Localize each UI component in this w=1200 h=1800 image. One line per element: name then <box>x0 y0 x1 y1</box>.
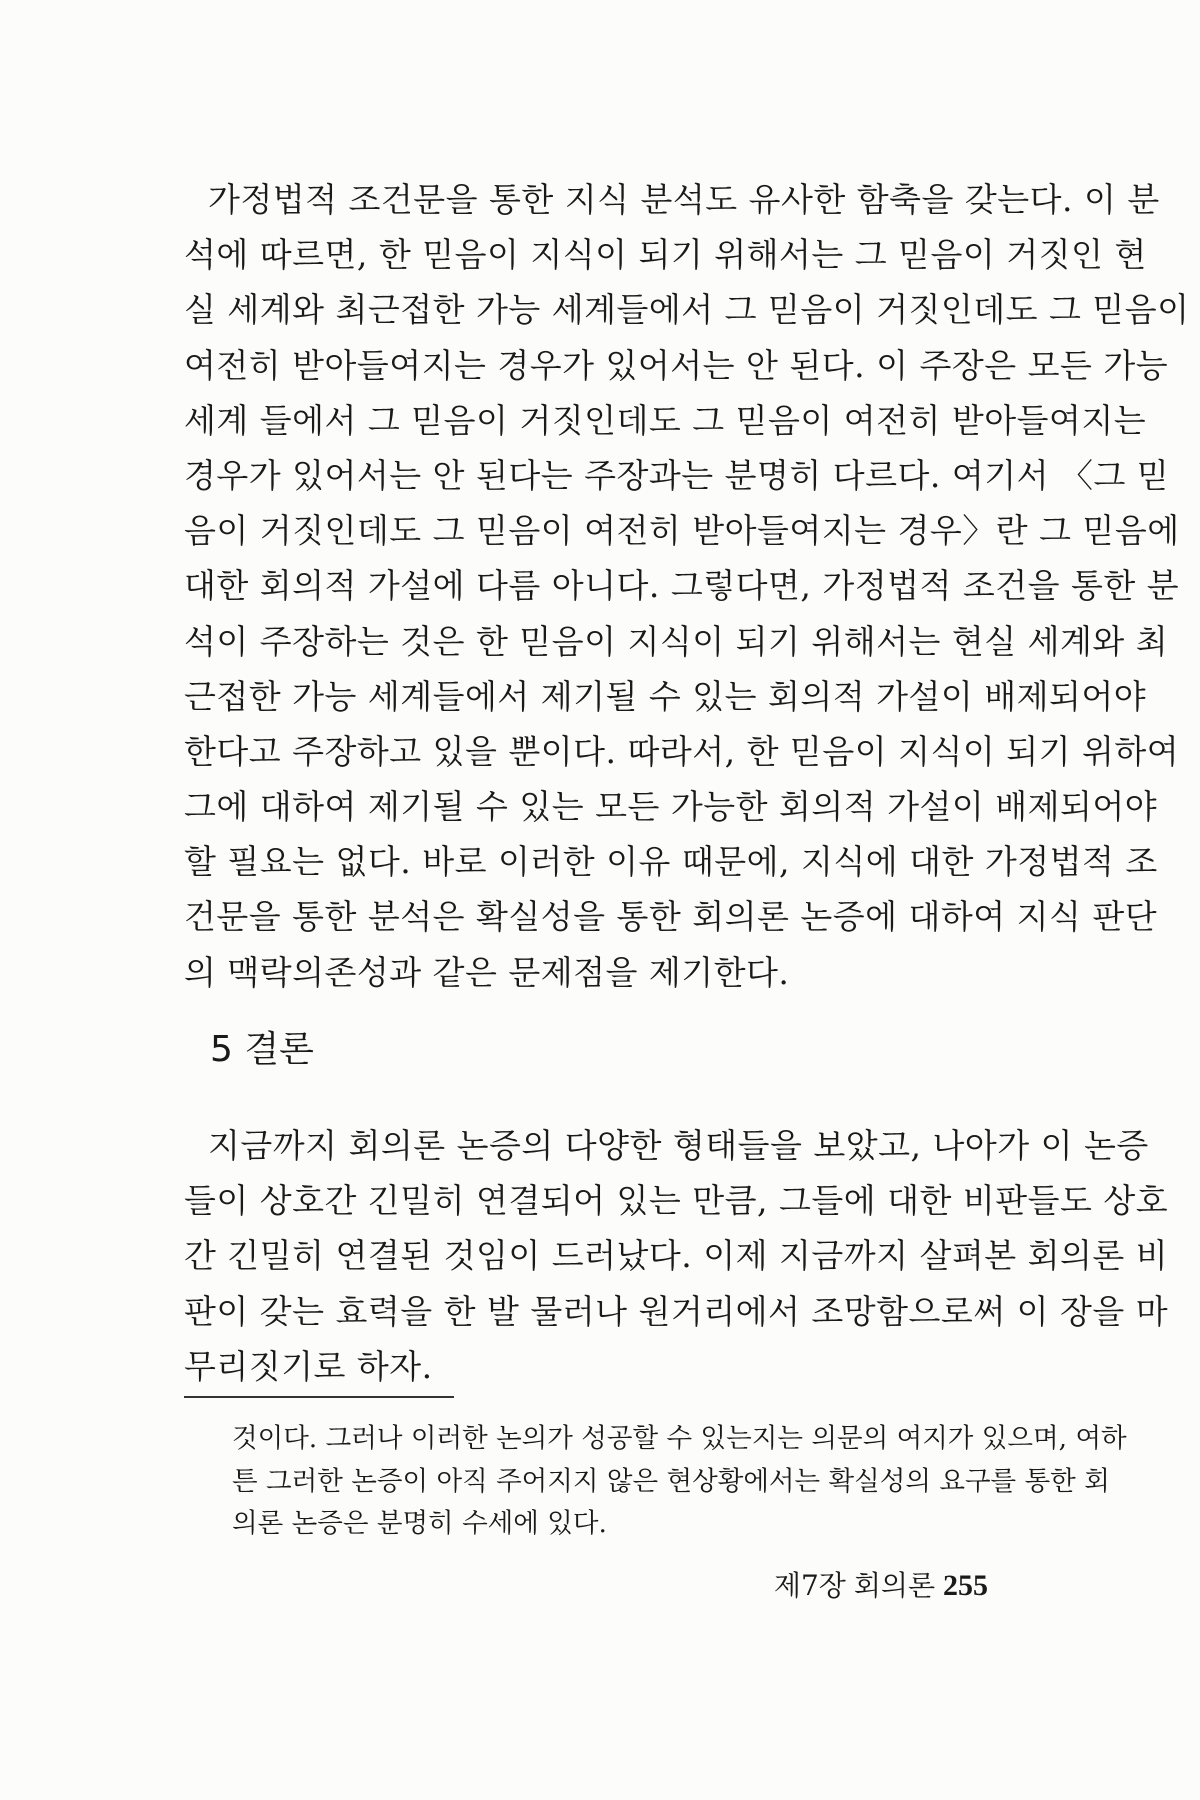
footnote-line: 튼 그러한 논증이 아직 주어지지 않은 현상황에서는 확실성의 요구를 통한 회 <box>232 1465 1110 1497</box>
paragraph-line: 건문을 통한 분석은 확실성을 통한 회의론 논증에 대하여 지식 판단 <box>184 897 1158 937</box>
paragraph-line: 실 세계와 최근접한 가능 세계들에서 그 믿음이 거짓인데도 그 믿음이 <box>184 290 1190 330</box>
chapter-label: 제7장 <box>773 1569 846 1602</box>
running-footer <box>760 1568 988 1604</box>
paragraph-line: 그에 대하여 제기될 수 있는 모든 가능한 회의적 가설이 배제되어야 <box>184 787 1158 827</box>
section-heading: 5 결론 <box>210 1029 314 1070</box>
paragraph-line: 할 필요는 없다. 바로 이러한 이유 때문에, 지식에 대한 가정법적 조 <box>184 842 1158 882</box>
paragraph-line: 여전히 받아들여지는 경우가 있어서는 안 된다. 이 주장은 모든 가능 <box>184 345 1169 385</box>
footnote <box>232 1418 1127 1546</box>
body-paragraph-2 <box>184 1118 1169 1394</box>
paragraph-line: 무리짓기로 하자. <box>184 1346 433 1386</box>
body-paragraph-1 <box>184 172 1190 1000</box>
footnote-line: 의론 논증은 분명히 수세에 있다. <box>232 1508 607 1539</box>
paragraph-line: 들이 상호간 긴밀히 연결되어 있는 만큼, 그들에 대한 비판들도 상호 <box>184 1181 1169 1221</box>
footnote-line: 것이다. 그러나 이러한 논의가 성공할 수 있는지는 의문의 여지가 있으며, 여하 <box>232 1423 1127 1454</box>
paragraph-line: 석이 주장하는 것은 한 믿음이 지식이 되기 위해서는 현실 세계와 최 <box>184 621 1169 661</box>
paragraph-line: 석에 따르면, 한 믿음이 지식이 되기 위해서는 그 믿음이 거짓인 현 <box>184 235 1147 275</box>
footnote-divider <box>184 1396 454 1398</box>
paragraph-line: 판이 갖는 효력을 한 발 물러나 원거리에서 조망함으로써 이 장을 마 <box>184 1291 1169 1331</box>
page-number: 255 <box>943 1569 988 1602</box>
paragraph-line: 의 맥락의존성과 같은 문제점을 제기한다. <box>184 952 790 992</box>
paragraph-line: 근접한 가능 세계들에서 제기될 수 있는 회의적 가설이 배제되어야 <box>184 676 1147 716</box>
paragraph-line: 음이 거짓인데도 그 믿음이 여전히 받아들여지는 경우〉란 그 믿음에 <box>184 511 1180 551</box>
paragraph-line: 대한 회의적 가설에 다름 아니다. 그렇다면, 가정법적 조건을 통한 분 <box>184 566 1180 606</box>
paragraph-line: 지금까지 회의론 논증의 다양한 형태들을 보았고, 나아가 이 논증 <box>208 1126 1149 1165</box>
paragraph-line: 간 긴밀히 연결된 것임이 드러났다. 이제 지금까지 살펴본 회의론 비 <box>184 1236 1169 1276</box>
paragraph-line: 가정법적 조건문을 통한 지식 분석도 유사한 함축을 갖는다. 이 분 <box>208 180 1160 219</box>
paragraph-line: 경우가 있어서는 안 된다는 주장과는 분명히 다르다. 여기서 〈그 믿 <box>184 455 1170 495</box>
chapter-title: 회의론 <box>853 1569 935 1602</box>
paragraph-line: 세계 들에서 그 믿음이 거짓인데도 그 믿음이 여전히 받아들여지는 <box>184 400 1147 440</box>
paragraph-line: 한다고 주장하고 있을 뿐이다. 따라서, 한 믿음이 지식이 되기 위하여 <box>184 731 1180 771</box>
